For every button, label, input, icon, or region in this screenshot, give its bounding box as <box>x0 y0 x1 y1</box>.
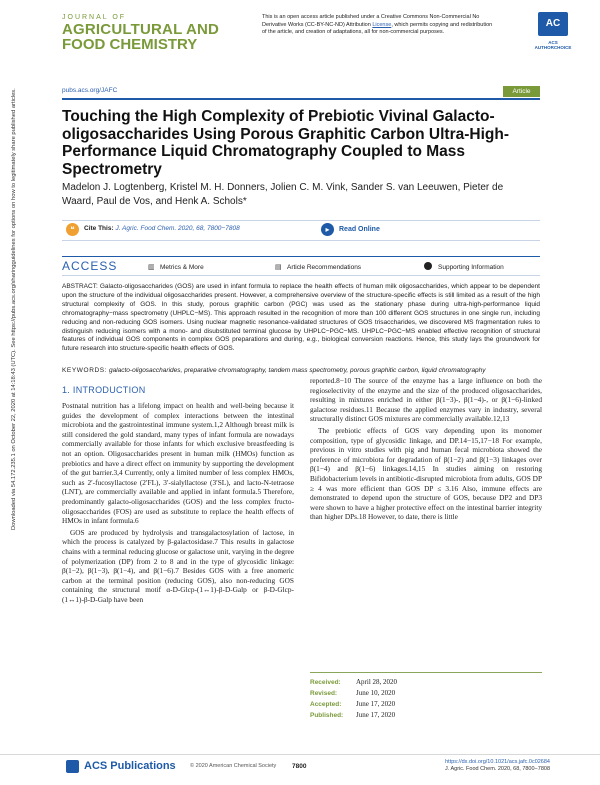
license-notice <box>262 14 498 37</box>
article-type-badge: Article <box>503 86 540 97</box>
journal-name-line1: JOURNAL OF <box>62 14 127 21</box>
doi-reference: J. Agric. Food Chem. 2020, 68, 7800−7808 <box>444 766 550 772</box>
journal-url-link[interactable]: pubs.acs.org/JAFC <box>62 87 118 94</box>
download-side-note: Downloaded via 54.172.235.1 on October 22, 2020 at 14:18:43 (UTC). See https://pubs.acs.org/sharingguidelines for options on how to legitimately share published articles. <box>11 88 17 530</box>
left-column <box>62 381 294 606</box>
date-revised-label: Revised: <box>310 690 338 697</box>
citation <box>84 225 240 232</box>
section-heading-introduction: 1. INTRODUCTION <box>62 385 146 395</box>
keywords-label: KEYWORDS: <box>62 367 108 374</box>
cite-reference-link[interactable]: J. Agric. Food Chem. 2020, 68, 7800−7808 <box>115 225 240 232</box>
journal-name-line3: FOOD CHEMISTRY <box>62 36 198 53</box>
date-published <box>310 710 542 721</box>
date-published-label: Published: <box>310 712 344 719</box>
article-title: Touching the High Complexity of Prebiotic Vivinal Galacto-oligosaccharides Using Porous Graphitic Carbon Ultra-High-Performance Liquid Chromatography Coupled to Mass Spectrometry <box>62 108 509 178</box>
cite-label: Cite This: <box>84 225 114 232</box>
right-column <box>310 376 542 524</box>
access-label: ACCESS <box>62 259 118 273</box>
copyright-notice: © 2020 American Chemical Society <box>190 763 277 769</box>
doi-block <box>440 759 550 773</box>
date-published-value: June 17, 2020 <box>356 711 396 719</box>
intro-paragraph-4: The prebiotic effects of GOS vary depending upon its monomer composition, type of glycosidic linkage, and DP.14−15,17−18 For example, previous in vitro studies with pig and human fecal microbiota showed the preference of microbiota for degradation of β(1−2) and β(1−3) linkages over β(1−4) and β(1−6) linkages.14,15 In studies aiming on restoring Bifidobacterium levels in antibiotic-disrupted microbiota from adults, GOS DP ≥ 4 was more efficient than GOS DP ≤ 3.16 Also, immune effects are demonstrated to depend upon the structure of GOS, because DP2 and DP3 were shown to have a higher protective effect on the intestinal barrier integrity than higher DPs.18 However, to date, there is little <box>310 425 542 522</box>
journal-name-line2: AGRICULTURAL AND <box>62 21 220 38</box>
recommendations-icon[interactable]: ▤ <box>275 264 282 271</box>
recommendations-link[interactable]: Article Recommendations <box>287 264 362 271</box>
intro-paragraph-2: GOS are produced by hydrolysis and transgalactosylation of lactose, in which the process is catalyzed by β-galactosidase.7 This results in galactose chains with a terminal reducing glucose or galactose unit, varying in the degree of polymerization (DP) from 2 to 8 and in the type of glycosidic linkage: β(1−2), β(1−3), β(1−4), and β(1−6).7 Besides GOS with a free anomeric carbon at the terminal position (reducing GOS), also non-reducing GOS containing the structural motif α-D-Glcp-(1↔1)-β-D-Galp or β-D-Glcp-(1↔1)-β-D-Galp have been <box>62 527 294 604</box>
date-received-value: April 28, 2020 <box>356 678 398 686</box>
abstract: ABSTRACT: Galacto-oligosaccharides (GOS) are used in infant formula to replace the health effects of human milk oligosaccharides, which appear to be dependent upon the structure of the individual oligosaccharides present. However, a comprehensive overview of the structure-specific effects is still limited as a result of the high structural complexity of GOS. In this study, porous graphitic carbon (PGC) was used as the stationary phase during ultra-high-performance liquid chromatography−mass spectrometry (UHPLC−MS). This approach resulted in the recognition of more than 100 different GOS structures in one single run, including reducing and non-reducing GOS isomers. Using nuclear magnetic resonance-validated structures of GOS trisaccharides, we discovered MS fragmentation rules to distinguish reducing isomers with a mono- and disubstituted terminal glucose by UHPLC−PGC−MS. UHPLC−PGC−MS enabled effective recognition of structural features of individual GOS components in complex GOS preparations and during, e.g., biological conversion reactions. Hence, this study lays the groundwork for future research into structure-specific health effects of GOS. <box>62 283 540 353</box>
supporting-info-icon[interactable] <box>424 262 432 270</box>
date-accepted-value: June 17, 2020 <box>356 700 396 708</box>
intro-paragraph-1: Postnatal nutrition has a lifelong impact on health and well-being because it guides the development of complex interactions between the intestinal microbiota and the gastrointestinal immune system.1,2 Although breast milk is still considered the gold standard, many types of infant formula are nowadays commercially available for those infants for which exclusive breastfeeding is not an option. Oligosaccharides present in human milk (HMOs) function as prebiotics and have a direct effect on immunity by supporting the development of the gut barrier.3,4 Currently, only a limited number of less complex HMOs, such as 2′-fucosyllactose (2′FL), 3′-sialyllactose (3′SL), and lacto-N-tetraose (LNT), are commercially available and applied in infant formula.5 Therefore, predominantly galacto-oligosaccharides (GOS) and the less complex fructo-oligosaccharides (FOS) are used as substitute to replace the health effects of HMOs in infant formula.6 <box>62 401 294 526</box>
read-online-icon[interactable]: ▸ <box>321 223 334 236</box>
supporting-info-link[interactable]: Supporting Information <box>438 264 504 271</box>
acs-authorchoice-logo: AC <box>538 12 568 36</box>
cite-icon[interactable]: ❝ <box>66 223 79 236</box>
read-online-link[interactable]: Read Online <box>339 226 380 233</box>
keywords-text: galacto-oligosaccharides, preparative chromatography, tandem mass spectrometry, porous graphitic carbon, liquid chromatography <box>108 367 486 374</box>
acs-publications-icon <box>66 760 79 773</box>
date-revised-value: June 10, 2020 <box>356 689 396 697</box>
access-bar-top-rule <box>62 256 540 257</box>
publication-dates <box>310 672 542 721</box>
date-received-label: Received: <box>310 679 341 686</box>
license-text: This is an open access article published under a Creative Commons Non-Commercial No Derivative Works (CC-BY-NC-ND) Attribution <box>262 14 480 28</box>
author-list: Madelon J. Logtenberg, Kristel M. H. Donners, Jolien C. M. Vink, Sander S. van Leeuwen, Pieter de Waard, Paul de Vos, and Henk A. Schols* <box>62 182 504 207</box>
access-bar-bottom-rule <box>62 275 540 276</box>
authorchoice-label: ACS AUTHORCHOICE <box>534 40 572 50</box>
intro-paragraph-3: reported.8−10 The source of the enzyme has a large influence on both the regioselectivity of the enzyme and the size of the produced oligosaccharides, resulting in mixtures enriched in either β(1−3)-, β(1−4)-, or β(1−6)-linked galactose residues.11 Because the applied enzymes vary in industry, several structurally distinct GOS mixtures are commercially available.12,13 <box>310 376 542 424</box>
keywords <box>62 367 540 376</box>
header-divider <box>62 98 540 100</box>
page-number: 7800 <box>292 763 307 770</box>
date-accepted <box>310 699 542 710</box>
doi-link[interactable]: https://dx.doi.org/10.1021/acs.jafc.0c02684 <box>445 759 550 765</box>
license-tail: , which permits copying and redistribution of the article, and creation of adaptations, all for non-commercial purposes. <box>262 21 493 35</box>
metrics-icon[interactable]: ▥ <box>148 264 155 271</box>
license-link[interactable]: License <box>372 21 392 28</box>
date-accepted-label: Accepted: <box>310 701 342 708</box>
acs-publications-logo[interactable]: ACS Publications <box>84 760 176 772</box>
date-received <box>310 677 542 688</box>
date-revised <box>310 688 542 699</box>
footer-divider <box>0 754 600 755</box>
metrics-link[interactable]: Metrics & More <box>160 264 204 271</box>
